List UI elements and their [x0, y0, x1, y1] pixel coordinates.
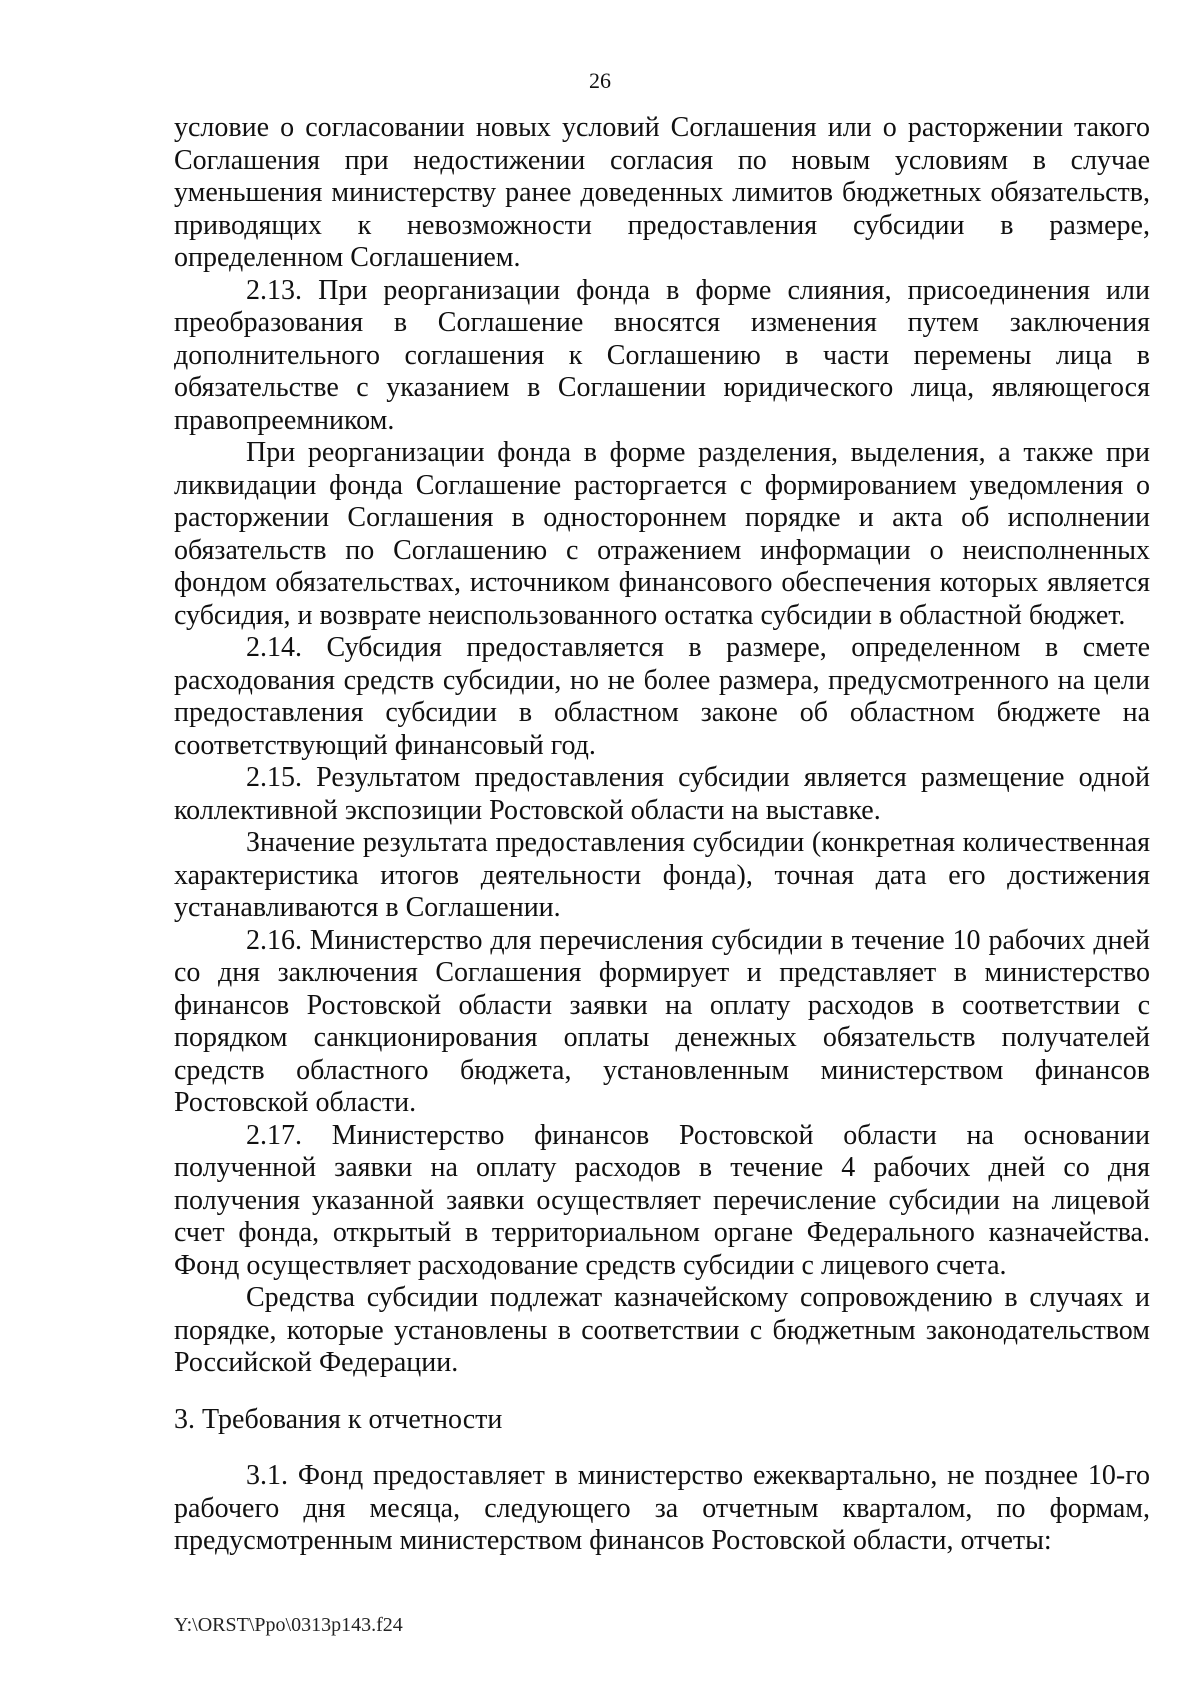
paragraph-3-1: 3.1. Фонд предоставляет в министерство ежеквартально, не позднее 10-го рабочего дня месяца, следующего за отчетным кварталом, по формам, предусмотренным министерством финансов Ростовской области, отчеты:	[174, 1460, 1150, 1556]
paragraph-2-15: 2.15. Результатом предоставления субсидии является размещение одной коллективной экспозиции Ростовской области на выставке.	[174, 762, 1150, 826]
paragraph-2-14: 2.14. Субсидия предоставляется в размере, определенном в смете расходования средств субсидии, но не более размера, предусмотренного на цели предоставления субсидии в областном законе об областном бюджете на соответствующий финансовый год.	[174, 632, 1150, 761]
paragraph-continuation: условие о согласовании новых условий Соглашения или о расторжении такого Соглашения при недостижении согласия по новым условиям в случае уменьшения министерству ранее доведенных лимитов бюджетных обязательств, приводящих к невозможности предоставления субсидии в размере, определенном Соглашением.	[174, 112, 1150, 273]
footer-file-path: Y:\ORST\Ppo\0313p143.f24	[174, 1614, 403, 1636]
paragraph-2-16: 2.16. Министерство для перечисления субсидии в течение 10 рабочих дней со дня заключения Соглашения формирует и представляет в министерство финансов Ростовской области заявки на оплату расходов в соответствии с порядком санкционирования оплаты денежных обязательств получателей средств областного бюджета, установленным министерством финансов Ростовской области.	[174, 924, 1150, 1118]
section-heading: 3. Требования к отчетности	[174, 1403, 503, 1435]
paragraph-2-13: 2.13. При реорганизации фонда в форме слияния, присоединения или преобразования в Соглашение вносятся изменения путем заключения дополнительного соглашения к Соглашению в части перемены лица в обязательстве с указанием в Соглашении юридического лица, являющегося правопреемником.	[174, 274, 1150, 436]
page-number: 26	[589, 68, 611, 93]
document-body	[174, 112, 1150, 1558]
paragraph-2-17: 2.17. Министерство финансов Ростовской области на основании полученной заявки на оплату расходов в течение 4 рабочих дней со дня получения указанной заявки осуществляет перечисление субсидии на лицевой счет фонда, открытый в территориальном органе Федерального казначейства. Фонд осуществляет расходование средств субсидии с лицевого счета.	[174, 1119, 1150, 1281]
paragraph-result-value: Значение результата предоставления субсидии (конкретная количественная характеристика итогов деятельности фонда), точная дата его достижения устанавливаются в Соглашении.	[174, 827, 1150, 923]
paragraph-reorganization: При реорганизации фонда в форме разделения, выделения, а также при ликвидации фонда Соглашение расторгается с формированием уведомления о расторжении Соглашения в одностороннем порядке и акта об исполнении обязательств по Соглашению с отражением информации о неисполненных фондом обязательствах, источником финансового обеспечения которых является субсидия, и возврате неиспользованного остатка субсидии в областной бюджет.	[174, 437, 1150, 631]
paragraph-treasury-support: Средства субсидии подлежат казначейскому сопровождению в случаях и порядке, которые установлены в соответствии с бюджетным законодательством Российской Федерации.	[174, 1282, 1150, 1378]
